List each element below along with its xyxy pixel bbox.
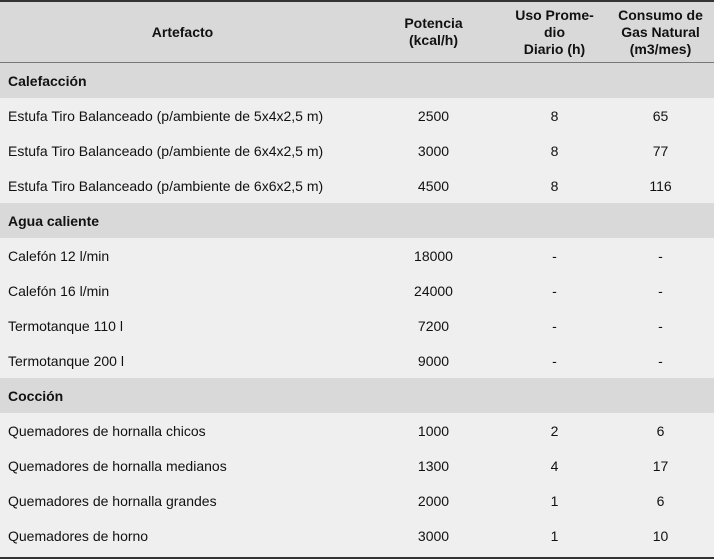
table-row	[0, 518, 714, 553]
header-consumo	[607, 2, 714, 63]
header-potencia-line-2: (kcal/h)	[408, 32, 458, 48]
section-row	[0, 203, 714, 238]
cell-artefacto: Quemadores de hornalla chicos	[0, 413, 365, 448]
cell-consumo: -	[607, 273, 714, 308]
section-title: Calefacción	[0, 63, 714, 99]
table-row	[0, 273, 714, 308]
table-row	[0, 448, 714, 483]
header-consumo-line-3: (m3/mes)	[629, 40, 692, 57]
section-title: Agua caliente	[0, 203, 714, 238]
cell-artefacto: Estufa Tiro Balanceado (p/ambiente de 6x4x2,5 m)	[0, 133, 365, 168]
table-row	[0, 133, 714, 168]
cell-uso-diario: 8	[502, 168, 607, 203]
table-header	[0, 2, 714, 63]
cell-uso-diario: 1	[502, 483, 607, 518]
cell-potencia: 24000	[365, 273, 502, 308]
cell-potencia: 2000	[365, 483, 502, 518]
cell-potencia: 4500	[365, 168, 502, 203]
cell-artefacto: Calefón 12 l/min	[0, 238, 365, 273]
cell-consumo: 10	[607, 518, 714, 553]
header-uso-line-1: Uso Prome-	[515, 6, 594, 23]
cell-consumo: 77	[607, 133, 714, 168]
cell-uso-diario: 1	[502, 518, 607, 553]
cell-artefacto: Termotanque 200 l	[0, 343, 365, 378]
cell-potencia: 1000	[365, 413, 502, 448]
table-row	[0, 483, 714, 518]
header-artefacto	[0, 2, 365, 63]
cell-consumo: 6	[607, 413, 714, 448]
cell-consumo: 6	[607, 483, 714, 518]
cell-potencia: 1300	[365, 448, 502, 483]
cell-artefacto: Quemadores de horno	[0, 518, 365, 553]
cell-uso-diario: 8	[502, 98, 607, 133]
table-row	[0, 343, 714, 378]
cell-uso-diario: 4	[502, 448, 607, 483]
cell-uso-diario: -	[502, 273, 607, 308]
cell-artefacto: Termotanque 110 l	[0, 308, 365, 343]
cell-uso-diario: -	[502, 238, 607, 273]
cell-artefacto: Quemadores de hornalla grandes	[0, 483, 365, 518]
section-title: Cocción	[0, 378, 714, 413]
cell-consumo: 65	[607, 98, 714, 133]
gas-consumption-table	[0, 2, 714, 553]
cell-uso-diario: 2	[502, 413, 607, 448]
table-body	[0, 63, 714, 554]
section-row	[0, 63, 714, 99]
cell-consumo: 17	[607, 448, 714, 483]
section-row	[0, 378, 714, 413]
cell-consumo: 116	[607, 168, 714, 203]
header-consumo-line-2: Gas Natural	[621, 23, 700, 40]
header-consumo-line-1: Consumo de	[618, 6, 703, 23]
cell-consumo: -	[607, 308, 714, 343]
cell-potencia: 18000	[365, 238, 502, 273]
cell-potencia: 7200	[365, 308, 502, 343]
cell-artefacto: Estufa Tiro Balanceado (p/ambiente de 5x4x2,5 m)	[0, 98, 365, 133]
cell-artefacto: Calefón 16 l/min	[0, 273, 365, 308]
cell-uso-diario: 8	[502, 133, 607, 168]
header-row	[0, 2, 714, 63]
cell-consumo: -	[607, 238, 714, 273]
cell-consumo: -	[607, 343, 714, 378]
cell-potencia: 3000	[365, 518, 502, 553]
header-uso-line-3: Diario (h)	[523, 40, 586, 57]
cell-potencia: 3000	[365, 133, 502, 168]
cell-artefacto: Quemadores de hornalla medianos	[0, 448, 365, 483]
cell-uso-diario: -	[502, 308, 607, 343]
header-potencia-line-1: Potencia	[404, 15, 463, 31]
table-row	[0, 413, 714, 448]
cell-potencia: 2500	[365, 98, 502, 133]
cell-potencia: 9000	[365, 343, 502, 378]
header-uso	[502, 2, 607, 63]
header-potencia	[365, 2, 502, 63]
header-uso-line-2: dio	[544, 23, 565, 40]
table-row	[0, 238, 714, 273]
table-row	[0, 168, 714, 203]
table-row	[0, 98, 714, 133]
table-row	[0, 308, 714, 343]
cell-artefacto: Estufa Tiro Balanceado (p/ambiente de 6x6x2,5 m)	[0, 168, 365, 203]
header-artefacto-label: Artefacto	[151, 23, 214, 40]
cell-uso-diario: -	[502, 343, 607, 378]
